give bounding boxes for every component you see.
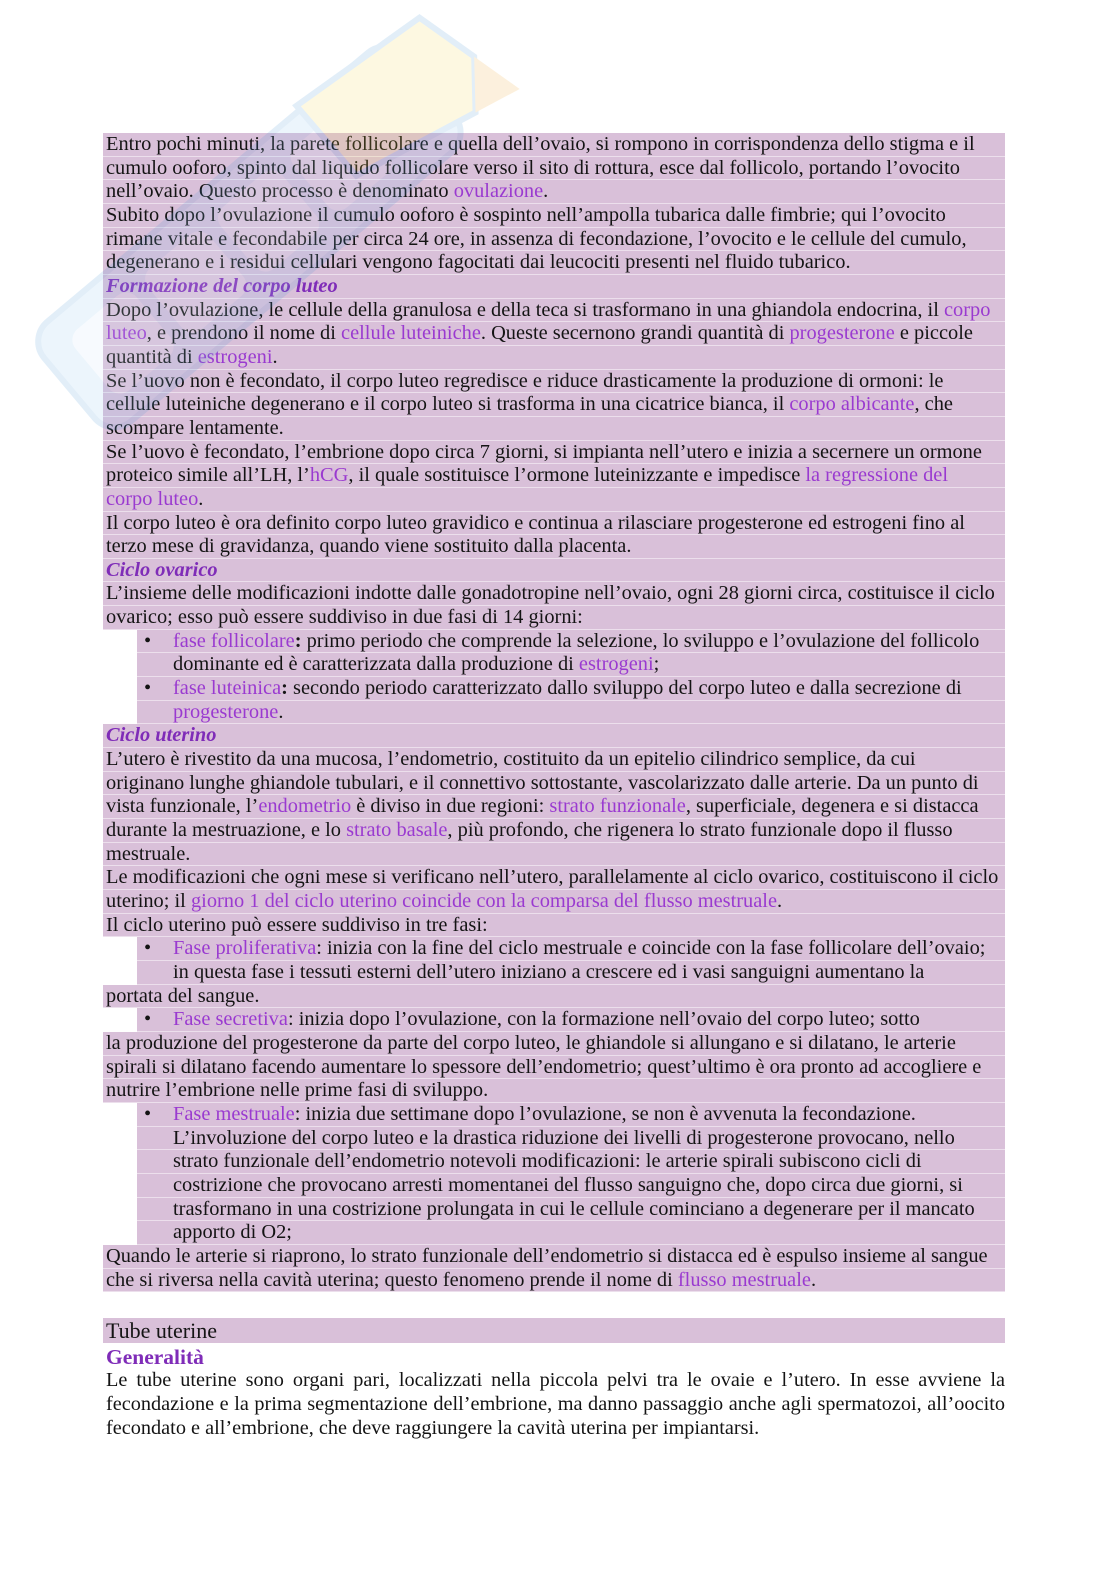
text-run: , che xyxy=(914,393,953,416)
paragraph-line: fecondazione e la prima segmentazione dell’embrione, ma danno passaggio anche agli spermatozoi, all’oocito xyxy=(106,1392,1005,1415)
highlighted-term: Fase secretiva xyxy=(173,1008,288,1031)
text-run: : inizia dopo l’ovulazione, con la formazione nell’ovaio del corpo luteo; sotto xyxy=(287,1008,920,1031)
text-run: terzo mese di gravidanza, quando viene sostituito dalla placenta. xyxy=(106,535,632,558)
bullet-continuation-line xyxy=(137,1174,1005,1198)
highlighted-term: Fase mestruale xyxy=(173,1102,295,1125)
text-line xyxy=(103,251,1005,275)
bullet-icon: • xyxy=(144,677,152,700)
text-line xyxy=(103,204,1005,228)
text-run: . xyxy=(198,487,204,510)
text-run: Formazione del corpo luteo xyxy=(106,274,338,297)
text-run: : inizia due settimane dopo l’ovulazione, se non è avvenuta la fecondazione. xyxy=(294,1102,916,1125)
highlighted-term: ovulazione xyxy=(453,180,544,203)
text-run: originano lunghe ghiandole tubulari, e il connettivo sottostante, vascolarizzato dalle arterie. Da un punto di xyxy=(106,771,979,794)
text-line xyxy=(103,772,1005,796)
text-run: vista funzionale, l’ xyxy=(106,795,259,818)
text-run: scompare lentamente. xyxy=(106,416,284,439)
highlighted-term: corpo albicante xyxy=(789,393,915,416)
text-run: Ciclo uterino xyxy=(106,724,217,747)
text-run: Il ciclo uterino può essere suddiviso in tre fasi: xyxy=(106,913,488,936)
text-run: secondo periodo caratterizzato dallo sviluppo del corpo luteo e dalla secrezione di xyxy=(287,677,962,700)
highlighted-term: strato funzionale xyxy=(549,795,686,818)
text-line xyxy=(103,866,1005,890)
text-line xyxy=(103,795,1005,819)
bullet-icon: • xyxy=(144,1008,152,1031)
bullet-item-line xyxy=(137,937,1005,961)
text-run: Ciclo ovarico xyxy=(106,558,218,581)
text-line xyxy=(103,819,1005,843)
text-run: e piccole xyxy=(894,322,973,345)
section-heading xyxy=(103,724,1005,748)
text-run: la produzione del progesterone da parte del corpo luteo, le ghiandole si allungano e si dilatano, le arterie xyxy=(106,1031,956,1054)
text-line xyxy=(103,488,1005,512)
paragraph-line: Le tube uterine sono organi pari, localizzati nella piccola pelvi tra le ovaie e l’utero. In esse avviene la xyxy=(106,1369,1005,1391)
bullet-item-line xyxy=(137,630,1005,654)
bold-colon: : xyxy=(281,677,288,700)
text-run: dominante ed è caratterizzata dalla produzione di xyxy=(173,653,579,676)
bullet-continuation-line xyxy=(137,961,1005,985)
text-line xyxy=(103,843,1005,867)
text-line xyxy=(103,535,1005,559)
text-run: Se l’uovo è fecondato, l’embrione dopo circa 7 giorni, si impianta nell’utero e inizia a secernere un ormone xyxy=(106,440,982,463)
text-run: . xyxy=(810,1268,817,1291)
text-run: nell’ovaio. Questo processo è denominato xyxy=(106,180,454,203)
text-line xyxy=(103,417,1005,441)
subsection-title-generalita: Generalità xyxy=(106,1345,204,1369)
text-line xyxy=(103,890,1005,914)
text-line xyxy=(103,180,1005,204)
text-line xyxy=(103,1245,1005,1269)
section-title-tube-uterine: Tube uterine xyxy=(103,1318,1005,1343)
text-line xyxy=(103,370,1005,394)
text-run: mestruale. xyxy=(106,842,191,865)
paragraph-line: fecondato e all’embrione, che deve raggiungere la cavità uterina per impiantarsi. xyxy=(106,1416,760,1439)
text-line xyxy=(103,985,1005,1009)
text-run: portata del sangue. xyxy=(106,984,260,1007)
highlighted-term: estrogeni xyxy=(578,653,654,676)
highlighted-term: corpo luteo xyxy=(106,487,199,510)
text-run: L’insieme delle modificazioni indotte dalle gonadotropine nell’ovaio, ogni 28 giorni circa, costituisce il ciclo xyxy=(106,582,995,605)
text-line xyxy=(103,748,1005,772)
bold-colon: : xyxy=(294,629,302,652)
text-line xyxy=(103,512,1005,536)
text-line xyxy=(103,346,1005,370)
text-run: cumulo ooforo, spinto dal liquido follicolare verso il sito di rottura, esce dal follicolo, portando l’ovocito xyxy=(106,156,960,179)
highlighted-term: Fase proliferativa xyxy=(173,937,317,960)
text-run: costrizione che provocano arresti momentanei del flusso sanguigno che, dopo circa due giorni, si xyxy=(173,1173,963,1196)
text-run: L’utero è rivestito da una mucosa, l’endometrio, costituito da un epitelio cilindrico semplice, da cui xyxy=(106,748,916,771)
highlighted-term: cellule luteiniche xyxy=(341,322,481,345)
bullet-icon: • xyxy=(144,629,152,652)
highlighted-term: estrogeni xyxy=(197,345,273,368)
bullet-continuation-line xyxy=(137,1198,1005,1222)
text-line xyxy=(103,582,1005,606)
highlighted-term: luteo xyxy=(106,322,147,345)
bullet-continuation-line xyxy=(137,1150,1005,1174)
text-line xyxy=(103,1056,1005,1080)
text-line xyxy=(103,1269,1005,1293)
section-heading xyxy=(103,275,1005,299)
text-run: cellule luteiniche degenerano e il corpo luteo si trasforma in una cicatrice bianca, il xyxy=(106,393,790,416)
bullet-item-line xyxy=(137,1103,1005,1127)
highlighted-term: progesterone xyxy=(173,700,279,723)
text-line xyxy=(103,464,1005,488)
text-run: proteico simile all’LH, l’ xyxy=(106,464,310,487)
text-run: trasformano in una costrizione prolungata in cui le cellule cominciano a degenerare per il mancato xyxy=(173,1197,975,1220)
bullet-continuation-line xyxy=(137,701,1005,725)
bullet-item-line xyxy=(137,677,1005,701)
text-run: Dopo l’ovulazione, le cellule della granulosa e della teca si trasformano in una ghiandola endocrina, il xyxy=(106,298,944,321)
text-run: Quando le arterie si riaprono, lo strato funzionale dell’endometrio si distacca ed è espulso insieme al sangue xyxy=(106,1244,988,1267)
text-run: quantità di xyxy=(106,345,198,368)
text-line xyxy=(103,606,1005,630)
text-run: Il corpo luteo è ora definito corpo luteo gravidico e continua a rilasciare progesterone ed estrogeni fino al xyxy=(106,511,965,534)
shaded-section xyxy=(0,133,1116,1292)
text-run: Subito dopo l’ovulazione il cumulo ooforo è sospinto nell’ampolla tubarica dalle fimbrie; qui l’ovocito xyxy=(106,203,946,226)
bullet-continuation-line xyxy=(137,1127,1005,1151)
text-run: ovarico; esso può essere suddiviso in due fasi di 14 giorni: xyxy=(106,606,583,629)
text-run: nutrire l’embrione nelle prime fasi di sviluppo. xyxy=(106,1079,489,1102)
text-run: L’involuzione del corpo luteo e la drastica riduzione dei livelli di progesterone provocano, nello xyxy=(173,1126,955,1149)
text-line xyxy=(103,228,1005,252)
highlighted-term: flusso mestruale xyxy=(677,1268,811,1291)
bullet-item-line xyxy=(137,1008,1005,1032)
text-run: , superficiale, degenera e si distacca xyxy=(685,795,979,818)
text-run: Se l’uovo non è fecondato, il corpo luteo regredisce e riduce drasticamente la produzione di ormoni: le xyxy=(106,369,944,392)
highlighted-term: strato basale xyxy=(346,819,448,842)
highlighted-term: progesterone xyxy=(789,322,895,345)
text-run: . Queste secernono grandi quantità di xyxy=(480,322,790,345)
text-line xyxy=(103,1032,1005,1056)
text-run: in questa fase i tessuti esterni dell’utero iniziano a crescere ed i vasi sanguigni aumentano la xyxy=(173,960,925,983)
bullet-continuation-line xyxy=(137,653,1005,677)
text-line xyxy=(103,393,1005,417)
text-run: . xyxy=(777,890,783,912)
text-line xyxy=(103,157,1005,181)
text-run: uterino; il xyxy=(106,890,191,912)
text-run: rimane vitale e fecondabile per circa 24 ore, in assenza di fecondazione, l’ovocito e le cellule del cumulo, xyxy=(106,227,967,250)
text-run: , più profondo, che rigenera lo strato funzionale dopo il flusso xyxy=(447,819,953,842)
text-run: è diviso in due regioni: xyxy=(351,795,550,818)
highlighted-term: la regressione del xyxy=(805,464,949,487)
text-run: . xyxy=(278,700,284,723)
bullet-icon: • xyxy=(144,937,152,960)
text-line xyxy=(103,441,1005,465)
text-line xyxy=(103,133,1005,157)
text-run: . xyxy=(543,180,549,203)
generalita-paragraph xyxy=(106,1369,1005,1441)
text-line xyxy=(103,1079,1005,1103)
bullet-continuation-line xyxy=(137,1221,1005,1245)
text-run: durante la mestruazione, e lo xyxy=(106,819,347,842)
text-run: spirali si dilatano facendo aumentare lo spessore dell’endometrio; quest’ultimo è ora pronto ad accogliere e xyxy=(106,1055,982,1078)
text-run: ; xyxy=(653,653,660,676)
text-line xyxy=(103,299,1005,323)
text-run: che si riversa nella cavità uterina; questo fenomeno prende il nome di xyxy=(106,1268,678,1291)
highlighted-term: fase luteinica xyxy=(173,677,282,700)
text-run: strato funzionale dell’endometrio notevoli modificazioni: le arterie spirali subiscono cicli di xyxy=(173,1150,922,1173)
text-line xyxy=(103,914,1005,938)
text-line xyxy=(103,322,1005,346)
text-run: Entro pochi minuti, la parete follicolare e quella dell’ovaio, si rompono in corrispondenza dello stigma e il xyxy=(106,133,975,155)
text-run: apporto di O2; xyxy=(173,1221,292,1244)
highlighted-term: fase follicolare xyxy=(173,629,295,652)
text-run: , il quale sostituisce l’ormone luteinizzante e impedisce xyxy=(348,464,806,487)
highlighted-term: hCG xyxy=(309,464,349,487)
text-run: degenerano e i residui cellulari vengono fagocitati dai leucociti presenti nel fluido tubarico. xyxy=(106,251,851,274)
bullet-icon: • xyxy=(144,1102,152,1125)
text-run: Le modificazioni che ogni mese si verificano nell’utero, parallelamente al ciclo ovarico, costituiscono il ciclo xyxy=(106,866,999,889)
section-heading xyxy=(103,559,1005,583)
text-run: : inizia con la fine del ciclo mestruale e coincide con la fase follicolare dell’ovaio; xyxy=(316,937,986,960)
text-run: . xyxy=(272,345,278,368)
text-run: , e prendono il nome di xyxy=(146,322,342,345)
highlighted-term: giorno 1 del ciclo uterino coincide con la comparsa del flusso mestruale xyxy=(190,890,777,912)
text-run: primo periodo che comprende la selezione, lo sviluppo e l’ovulazione del follicolo xyxy=(301,629,980,652)
highlighted-term: corpo xyxy=(943,298,991,321)
highlighted-term: endometrio xyxy=(258,795,352,818)
